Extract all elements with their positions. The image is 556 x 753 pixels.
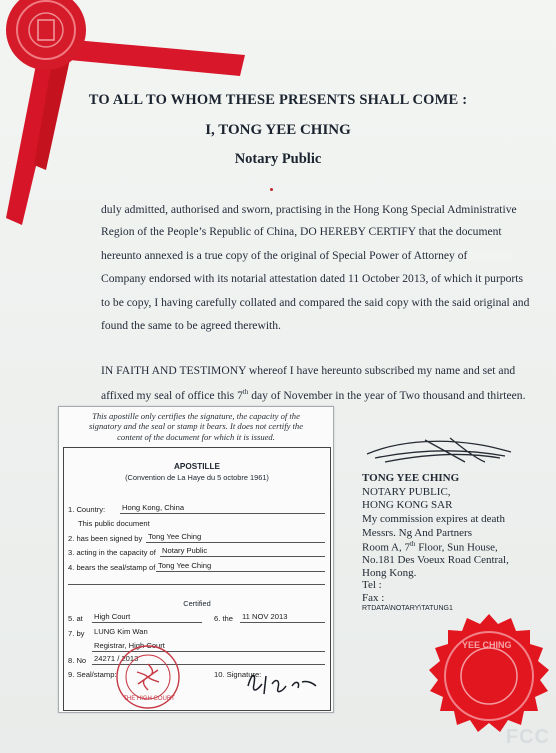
apostille-box [63,447,331,711]
body-line-text: affixed my seal of office this 7 [101,388,243,402]
notary-name: TONG YEE CHING [362,472,460,484]
capacity-label: 3. acting in the capacity of [68,548,156,557]
address-text: Floor, Sun House, [415,541,498,554]
wax-seal-text: YEE CHING [462,640,512,650]
notary-address-3: Hong Kong. [362,567,417,579]
body-line: duly admitted, authorised and sworn, practising in the Hong Kong Special Administrative [101,203,517,216]
the-value: 11 NOV 2013 [242,612,288,621]
signed-by-value: Tong Yee Ching [148,532,202,541]
at-value: High Court [94,612,131,621]
body-line: to be copy, I having carefully collated and compared the said copy with the said original and [101,296,530,309]
notary-signature-icon [365,432,515,472]
body-line [101,249,512,262]
country-label: 1. Country: [68,505,106,514]
body-line: Region of the People’s Republic of China, DO HEREBY CERTIFY that the document [101,225,502,238]
notary-reference: RTDATA\NOTARY\TATUNG1 [362,605,453,612]
at-label: 5. at [68,614,83,623]
public-document-label: This public document [78,519,150,528]
body-line-text: day of November in the year of Two thousand and thirteen. [248,388,526,402]
apostille-title: APOSTILLE [174,462,220,471]
notary-region: HONG KONG SAR [362,499,453,511]
by-value-title: Registrar, High Court [94,641,165,650]
body-line [101,388,526,402]
watermark-logo: FCC [505,726,550,748]
note-line: signatory and the seal or stamp it bears. It does not certify the [88,421,304,432]
number-value: 24271 / 2013 [94,654,139,663]
heading-notary-name: I, TONG YEE CHING [205,122,351,138]
country-value: Hong Kong, China [122,503,185,512]
superscript: th [242,388,249,396]
court-seal-text: THE HIGH COURT [123,696,175,702]
signature-label: 10. Signature: [214,670,262,679]
body-line-text: hereunto annexed is a true copy of the original of Special Power of Attorney of [101,249,468,262]
red-dot [270,188,273,191]
notary-firm: Messrs. Ng And Partners [362,527,472,539]
note-line: This apostille only certifies the signature, the capacity of the [92,411,300,421]
seal-of-label: 4. bears the seal/stamp of [68,563,156,572]
address-text: Room A, 7 [362,541,410,554]
body-line: IN FAITH AND TESTIMONY whereof I have hereunto subscribed my name and set and [101,364,516,377]
apostille-note [59,411,333,442]
number-label: 8. No [68,656,87,665]
apostille-subtitle: (Convention de La Haye du 5 octobre 1961) [125,473,269,482]
body-line: Company endorsed with its notarial attestation dated 11 October 2013, of which it purports [101,272,524,285]
seal-stamp-label: 9. Seal/stamp: [68,670,117,679]
redaction-mask [470,251,512,261]
notary-fax: Fax : [362,592,385,604]
seal-of-value: Tong Yee Ching [158,561,212,570]
capacity-value: Notary Public [162,546,208,555]
notary-tel: Tel : [362,579,382,591]
registrar-signature-icon [242,666,322,698]
body-line: found the same to be agreed therewith. [101,319,281,332]
signed-by-label: 2. has been signed by [68,534,143,543]
notary-wax-seal-icon [422,610,556,744]
notary-address-1 [362,540,498,554]
certified-label: Certified [183,599,211,608]
by-label: 7. by [68,629,85,638]
apostille-certificate [58,406,334,713]
superscript: th [409,540,416,548]
notary-address-2: No.181 Des Voeux Road Central, [362,554,509,566]
by-value: LUNG Kim Wan [94,627,148,636]
the-label: 6. the [214,614,233,623]
note-line: content of the document for which it is issued. [117,431,275,442]
heading-presents: TO ALL TO WHOM THESE PRESENTS SHALL COME : [88,92,468,108]
notary-commission: My commission expires at death [362,513,505,525]
notary-title: NOTARY PUBLIC, [362,486,451,498]
heading-notary-public: Notary Public [234,151,322,167]
